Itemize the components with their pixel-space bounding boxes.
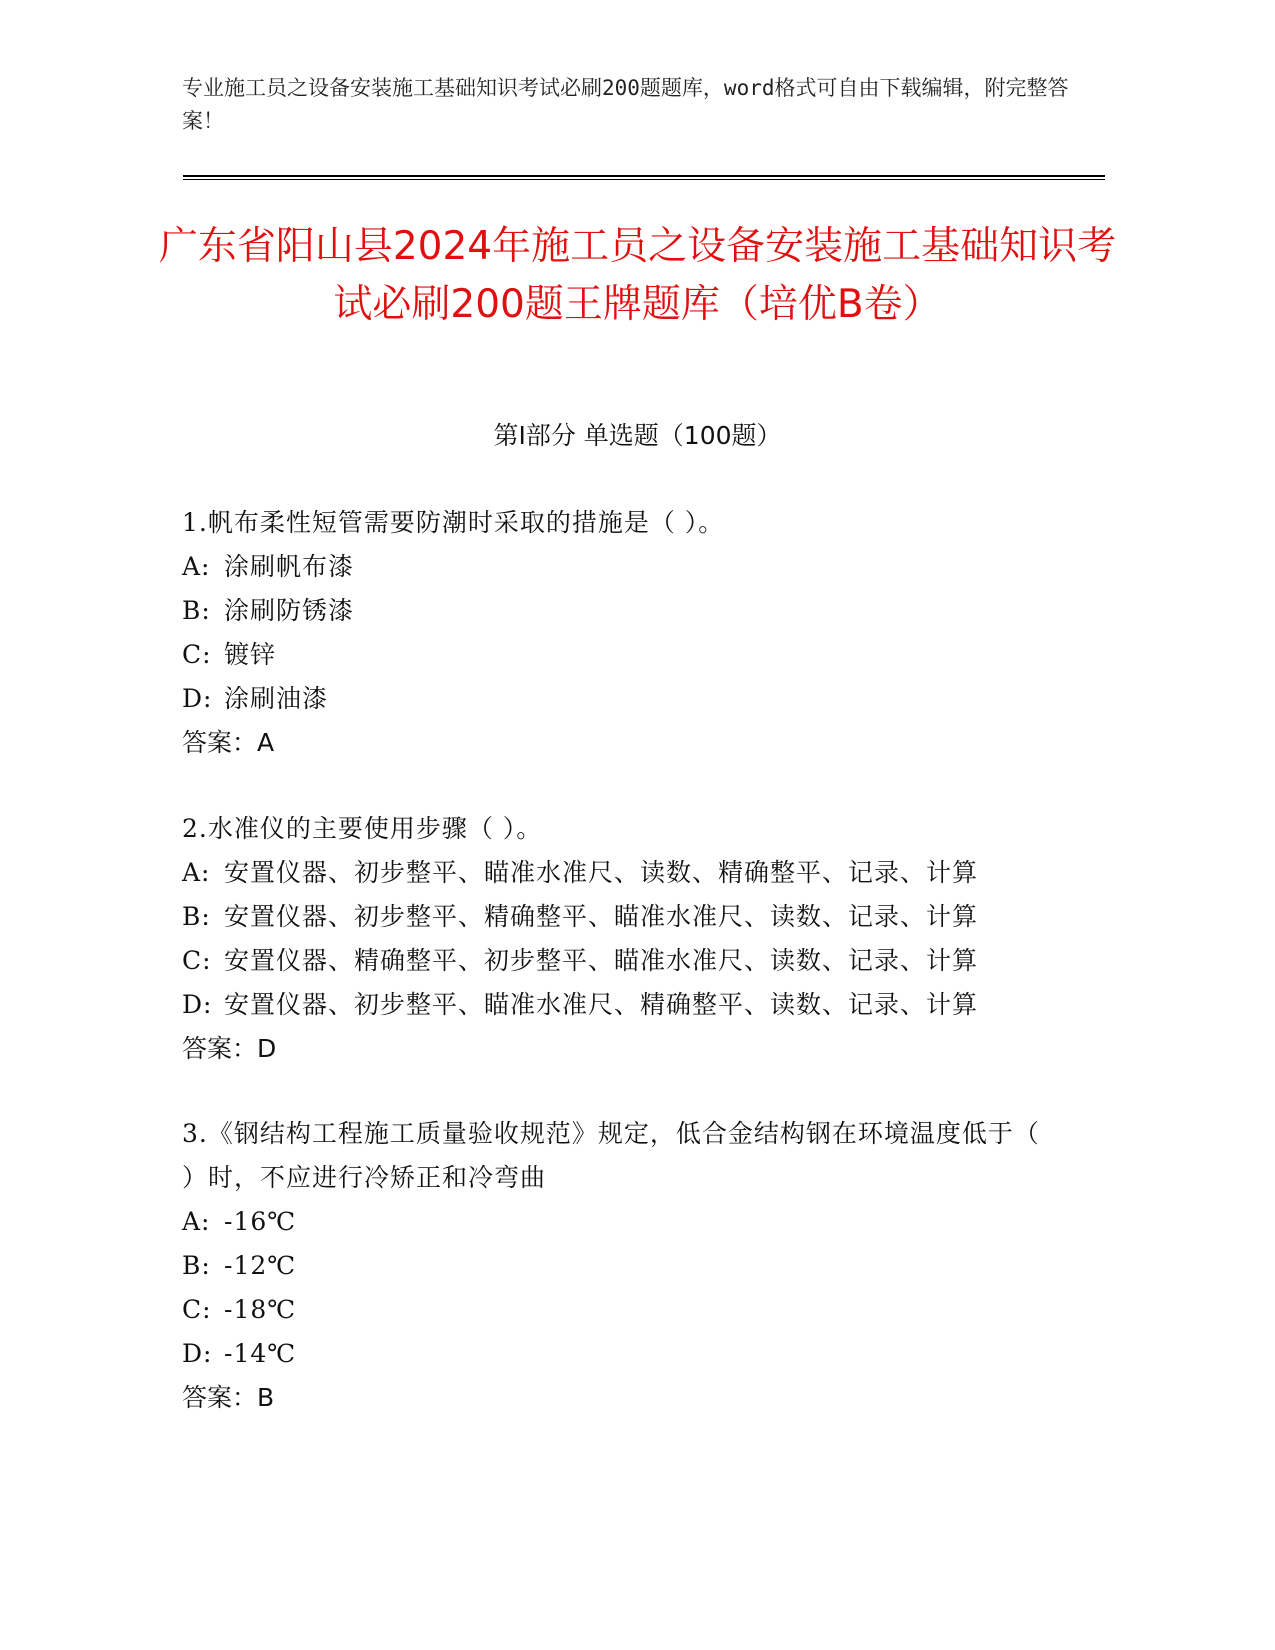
option-d: [182, 1332, 1062, 1376]
question-2: [182, 807, 1062, 1071]
option-a: [182, 545, 1062, 589]
option-d: [182, 677, 1062, 721]
option-letter: C:: [182, 946, 212, 975]
option-letter: D:: [182, 684, 213, 713]
question-stem: 3.《钢结构工程施工质量验收规范》规定，低合金结构钢在环境温度低于（ ）时，不应进行冷矫正和冷弯曲: [182, 1119, 1040, 1192]
option-letter: B:: [182, 596, 211, 625]
option-b: [182, 895, 1062, 939]
question-3: [182, 1112, 1062, 1420]
option-text: 涂刷防锈漆: [224, 596, 355, 625]
answer: 答案：B: [182, 1383, 275, 1412]
option-d: [182, 983, 1062, 1027]
answer: 答案：A: [182, 728, 275, 757]
question-stem: 1.帆布柔性短管需要防潮时采取的措施是（ ）。: [182, 508, 725, 537]
question-1: [182, 501, 1062, 765]
option-c: [182, 1288, 1062, 1332]
answer: 答案：D: [182, 1034, 277, 1063]
option-letter: A:: [182, 1207, 211, 1236]
option-b: [182, 1244, 1062, 1288]
option-text: -16℃: [224, 1207, 297, 1236]
option-b: [182, 589, 1062, 633]
option-text: 安置仪器、初步整平、精确整平、瞄准水准尺、读数、记录、计算: [224, 902, 979, 931]
option-letter: C:: [182, 1295, 212, 1324]
option-text: 涂刷帆布漆: [224, 552, 355, 581]
option-letter: D:: [182, 990, 213, 1019]
option-a: [182, 1200, 1062, 1244]
option-text: -14℃: [224, 1339, 297, 1368]
option-text: -12℃: [224, 1251, 297, 1280]
option-text: 安置仪器、初步整平、瞄准水准尺、精确整平、读数、记录、计算: [224, 990, 979, 1019]
option-letter: A:: [182, 858, 211, 887]
section-title: 第Ⅰ部分 单选题（100题）: [493, 421, 782, 450]
option-c: [182, 633, 1062, 677]
option-letter: B:: [182, 902, 211, 931]
option-text: 涂刷油漆: [224, 684, 329, 713]
option-a: [182, 851, 1062, 895]
option-text: 镀锌: [224, 640, 277, 669]
document-title: 广东省阳山县2024年施工员之设备安装施工基础知识考试必刷200题王牌题库（培优B卷）: [158, 224, 1117, 327]
option-text: 安置仪器、精确整平、初步整平、瞄准水准尺、读数、记录、计算: [224, 946, 979, 975]
header-rule-thin: [183, 179, 1105, 180]
option-letter: D:: [182, 1339, 213, 1368]
option-text: -18℃: [224, 1295, 297, 1324]
question-stem: 2.水准仪的主要使用步骤（ ）。: [182, 814, 543, 843]
header-rule-thick: [183, 175, 1105, 177]
option-letter: B:: [182, 1251, 211, 1280]
option-text: 安置仪器、初步整平、瞄准水准尺、读数、精确整平、记录、计算: [224, 858, 979, 887]
option-letter: C:: [182, 640, 212, 669]
option-letter: A:: [182, 552, 211, 581]
header-note: 专业施工员之设备安装施工基础知识考试必刷200题题库，word格式可自由下载编辑，附完整答案！: [182, 76, 1069, 133]
option-c: [182, 939, 1062, 983]
